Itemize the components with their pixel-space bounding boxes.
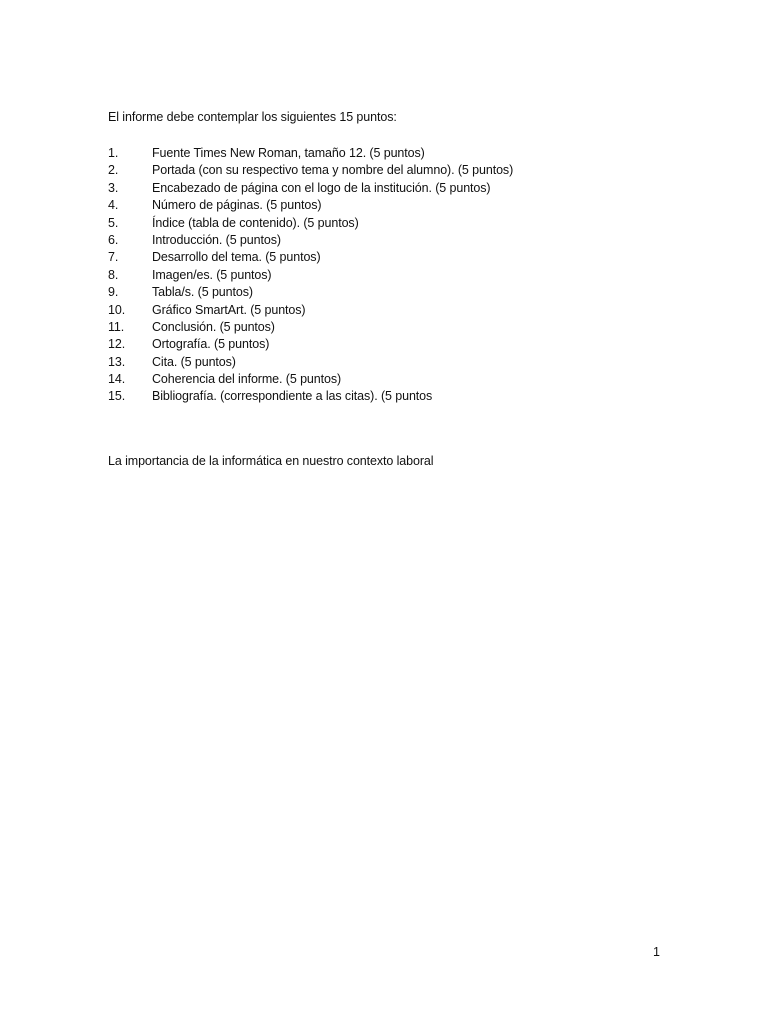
list-item-number: 7.: [108, 250, 119, 265]
list-item-text: Número de páginas. (5 puntos): [152, 198, 322, 213]
list-item-number: 9.: [108, 285, 119, 300]
list-item-number: 10.: [108, 302, 126, 317]
intro-text: El informe debe contemplar los siguientes 15 puntos:: [108, 110, 397, 124]
list-item-text: Cita. (5 puntos): [152, 354, 236, 369]
list-item: [108, 249, 513, 266]
list-item-number: 3.: [108, 180, 119, 195]
list-item: [108, 145, 513, 162]
list-item-number: 14.: [108, 372, 126, 387]
list-item-number: 15.: [108, 389, 126, 404]
list-item: [108, 371, 513, 388]
list-item: [108, 284, 513, 301]
list-item-number: 11.: [108, 319, 125, 334]
list-item-text: Coherencia del informe. (5 puntos): [152, 372, 342, 387]
list-item-text: Imagen/es. (5 puntos): [152, 267, 272, 282]
requirements-list: [108, 145, 513, 406]
list-item-number: 4.: [108, 198, 119, 213]
list-item-number: 2.: [108, 163, 119, 178]
list-item: [108, 180, 513, 197]
list-item-text: Desarrollo del tema. (5 puntos): [152, 250, 321, 265]
list-item: [108, 267, 513, 284]
list-item-text: Conclusión. (5 puntos): [152, 319, 275, 334]
list-item: [108, 162, 513, 179]
list-item: [108, 197, 513, 214]
list-item-number: 8.: [108, 267, 119, 282]
list-item-number: 6.: [108, 232, 119, 247]
list-item-text: Ortografía. (5 puntos): [152, 337, 270, 352]
list-item: [108, 215, 513, 232]
list-item-text: Encabezado de página con el logo de la institución. (5 puntos): [152, 180, 491, 195]
list-item-number: 12.: [108, 337, 126, 352]
list-item-number: 13.: [108, 354, 126, 369]
list-item-text: Fuente Times New Roman, tamaño 12. (5 puntos): [152, 146, 425, 160]
list-item: [108, 388, 513, 405]
list-item-number: 1.: [108, 146, 119, 160]
list-item-text: Tabla/s. (5 puntos): [152, 285, 253, 300]
page-number: 1: [653, 945, 660, 959]
list-item: [108, 336, 513, 353]
list-item-text: Índice (tabla de contenido). (5 puntos): [152, 215, 359, 230]
list-item-number: 5.: [108, 215, 119, 230]
list-item-text: Bibliografía. (correspondiente a las citas). (5 puntos: [152, 389, 433, 404]
list-item-text: Introducción. (5 puntos): [152, 232, 281, 247]
list-item: [108, 232, 513, 249]
list-item: [108, 319, 513, 336]
list-item: [108, 354, 513, 371]
list-item: [108, 302, 513, 319]
list-item-text: Portada (con su respectivo tema y nombre del alumno). (5 puntos): [152, 163, 514, 178]
list-item-text: Gráfico SmartArt. (5 puntos): [152, 302, 306, 317]
subject-text: La importancia de la informática en nuestro contexto laboral: [108, 454, 434, 468]
